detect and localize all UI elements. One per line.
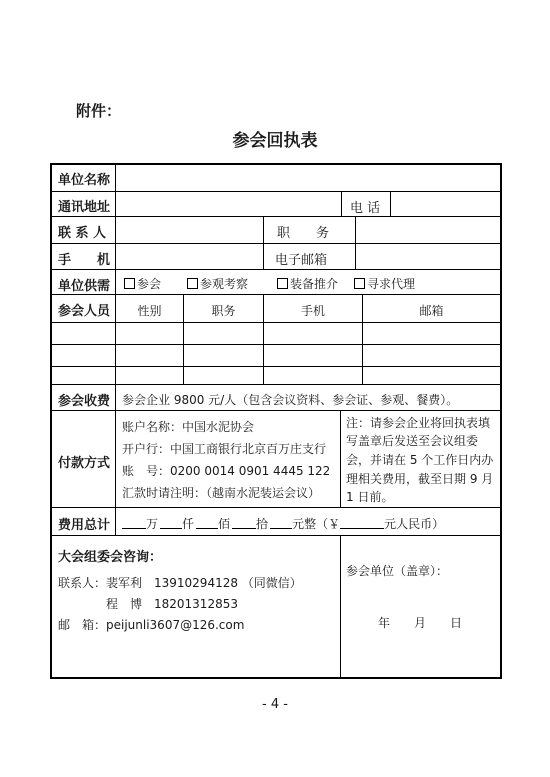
demand-option-agent[interactable]: 寻求代理 <box>354 275 415 292</box>
total-amount-field[interactable]: 万 仟 佰 拾 元整（￥ 元人民币） <box>122 515 444 532</box>
position-label: 职 务 <box>277 226 330 241</box>
attendee-header-email: 邮箱 <box>419 304 444 318</box>
address-field[interactable] <box>116 192 341 216</box>
note-line-2: 写盖章后发送至会议组委 <box>346 434 479 448</box>
attachment-label: 附件： <box>76 102 122 120</box>
checkbox-icon <box>354 278 365 289</box>
demand-label: 单位供需 <box>58 279 111 294</box>
committee-contact-2: 程 博 18201312853 <box>58 597 238 611</box>
note-line-3: 会，并请在 5 个工作日内办 <box>346 453 494 467</box>
fee-label: 参会收费 <box>58 394 111 409</box>
phone-label: 电 话 <box>350 201 381 216</box>
payment-remark: 汇款时请注明：（越南水泥装运会议） <box>122 486 321 500</box>
email-field[interactable] <box>356 244 500 269</box>
payment-account-name: 账户名称：中国水泥协会 <box>122 420 255 434</box>
attendee-header-gender: 性别 <box>137 304 162 318</box>
seal-label: 参会单位（盖章）： <box>346 564 449 578</box>
committee-contact-1: 联系人：裴军利 13910294128 （同微信） <box>58 576 302 590</box>
address-label: 通讯地址 <box>58 200 111 215</box>
page-number: - 4 - <box>262 697 288 712</box>
demand-option-attend[interactable]: 参会 <box>124 275 161 292</box>
mobile-field[interactable] <box>116 244 263 269</box>
attendee-header-position: 职务 <box>211 304 236 318</box>
demand-option-visit[interactable]: 参观考察 <box>187 275 248 292</box>
note-line-1: 注：请参会企业将回执表填 <box>346 416 491 430</box>
committee-title: 大会组委会咨询： <box>58 550 163 565</box>
payment-bank: 开户行：中国工商银行北京百万庄支行 <box>122 442 327 456</box>
attendees-label: 参会人员 <box>58 304 111 319</box>
checkbox-icon <box>187 278 198 289</box>
position-field[interactable] <box>356 217 500 243</box>
mobile-label: 手 机 <box>58 253 111 268</box>
payment-account-number: 账 号：0200 0014 0901 4445 122 <box>122 464 331 478</box>
payment-label: 付款方式 <box>58 456 111 471</box>
note-line-5: 1 日前。 <box>346 490 394 504</box>
email-label: 电子邮箱 <box>275 253 328 268</box>
org-name-field[interactable] <box>116 165 500 191</box>
signature-date: 年 月 日 <box>378 616 463 630</box>
demand-option-equipment[interactable]: 装备推介 <box>277 275 338 292</box>
note-line-4: 理相关费用，截至日期 9 月 <box>346 472 494 486</box>
committee-email: 邮 箱：peijunli3607@126.com <box>58 618 245 632</box>
contact-field[interactable] <box>116 217 263 243</box>
form-title: 参会回执表 <box>232 131 318 151</box>
contact-label: 联 系 人 <box>58 226 107 241</box>
org-name-label: 单位名称 <box>58 173 111 188</box>
checkbox-icon <box>124 278 135 289</box>
attendee-header-mobile: 手机 <box>300 304 325 318</box>
phone-field[interactable] <box>391 192 500 216</box>
seal-area[interactable] <box>341 580 500 610</box>
fee-text: 参会企业 9800 元/人（包含会议资料、参会证、参观、餐费）。 <box>122 393 459 407</box>
checkbox-icon <box>277 278 288 289</box>
total-label: 费用总计 <box>58 518 111 533</box>
